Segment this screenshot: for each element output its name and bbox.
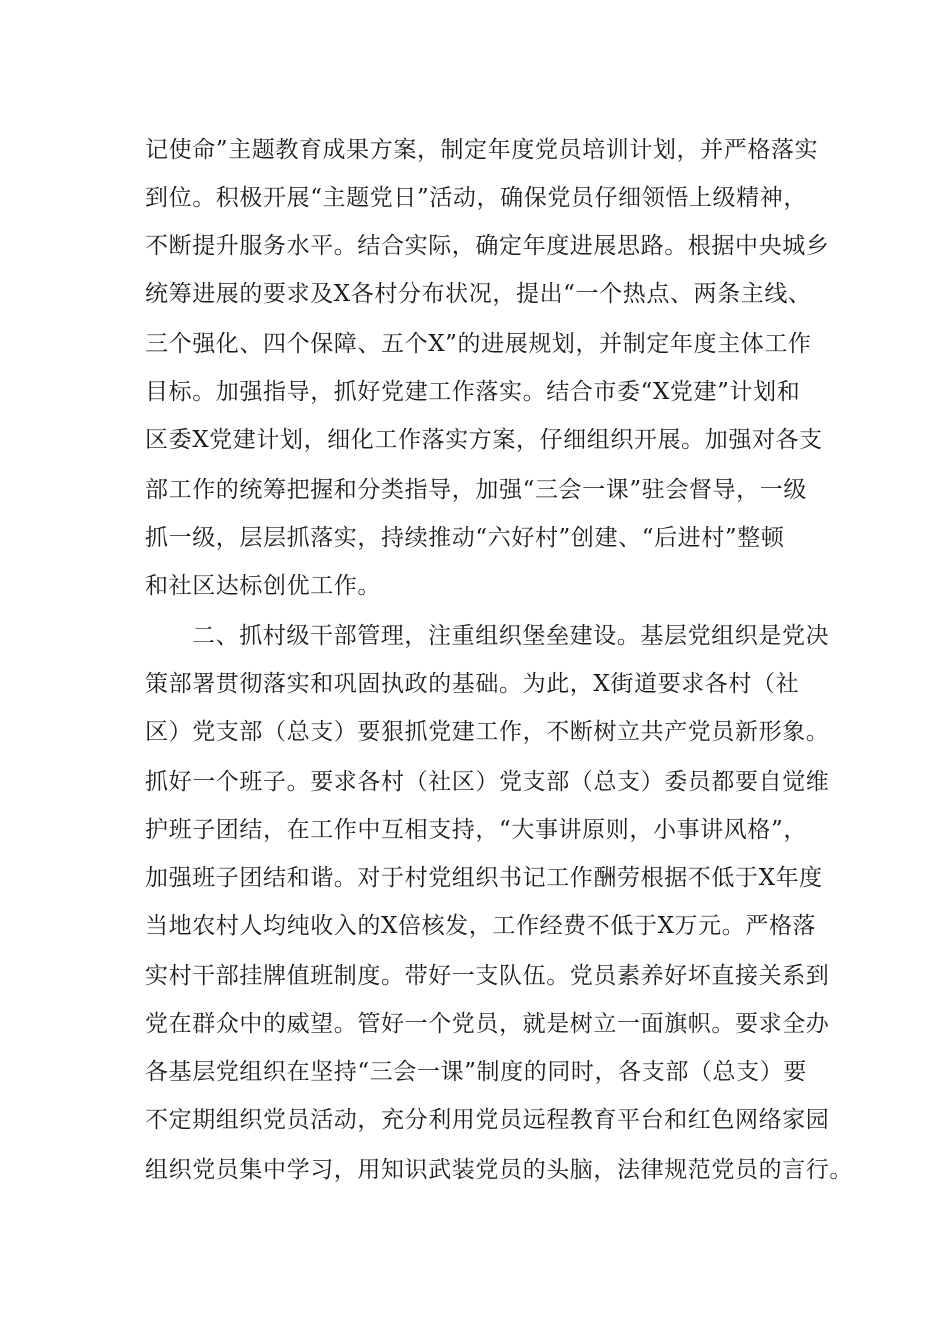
text-line: 部工作的统筹把握和分类指导，加强“三会一课”驻会督导，一级 <box>145 477 807 503</box>
text-line: 和社区达标创优工作。 <box>145 573 381 599</box>
text-line: 抓一级，层层抓落实，持续推动“六好村”创建、“后进村”整顿 <box>145 525 785 551</box>
text-line: 三个强化、四个保障、五个X”的进展规划，并制定年度主体工作 <box>145 331 812 357</box>
text-line: 各基层党组织在坚持“三会一课”制度的同时，各支部（总支）要 <box>145 1059 807 1085</box>
text-line: 到位。积极开展“主题党日”活动，确保党员仔细领悟上级精神， <box>145 185 807 211</box>
text-line: 策部署贯彻落实和巩固执政的基础。为此，X街道要求各村（社 <box>145 671 800 697</box>
text-line: 目标。加强指导，抓好党建工作落实。结合市委“X党建”计划和 <box>145 379 801 405</box>
text-line: 区委X党建计划，细化工作落实方案，仔细组织开展。加强对各支 <box>145 427 823 453</box>
text-line: 组织党员集中学习，用知识武装党员的头脑，法律规范党员的言行。 <box>145 1157 853 1183</box>
text-line: 统筹进展的要求及X各村分布状况，提出“一个热点、两条主线、 <box>145 281 812 307</box>
text-line: 加强班子团结和谐。对于村党组织书记工作酬劳根据不低于X年度 <box>145 865 823 891</box>
paragraph-first-line: 二、抓村级干部管理，注重组织堡垒建设。基层党组织是党决 <box>192 623 830 649</box>
text-line: 实村干部挂牌值班制度。带好一支队伍。党员素养好坏直接关系到 <box>145 963 830 989</box>
text-line: 护班子团结，在工作中互相支持，“大事讲原则，小事讲风格”， <box>145 817 807 843</box>
text-line: 不定期组织党员活动，充分利用党员远程教育平台和红色网络家园 <box>145 1107 830 1133</box>
text-line: 当地农村人均纯收入的X倍核发，工作经费不低于X万元。严格落 <box>145 913 817 939</box>
text-line: 区）党支部（总支）要狠抓党建工作，不断树立共产党员新形象。 <box>145 719 830 745</box>
text-line: 党在群众中的威望。管好一个党员，就是树立一面旗帜。要求全办 <box>145 1011 830 1037</box>
text-line: 不断提升服务水平。结合实际，确定年度进展思路。根据中央城乡 <box>145 233 830 259</box>
text-line: 抓好一个班子。要求各村（社区）党支部（总支）委员都要自觉维 <box>145 769 830 795</box>
text-line: 记使命”主题教育成果方案，制定年度党员培训计划，并严格落实 <box>145 137 819 163</box>
